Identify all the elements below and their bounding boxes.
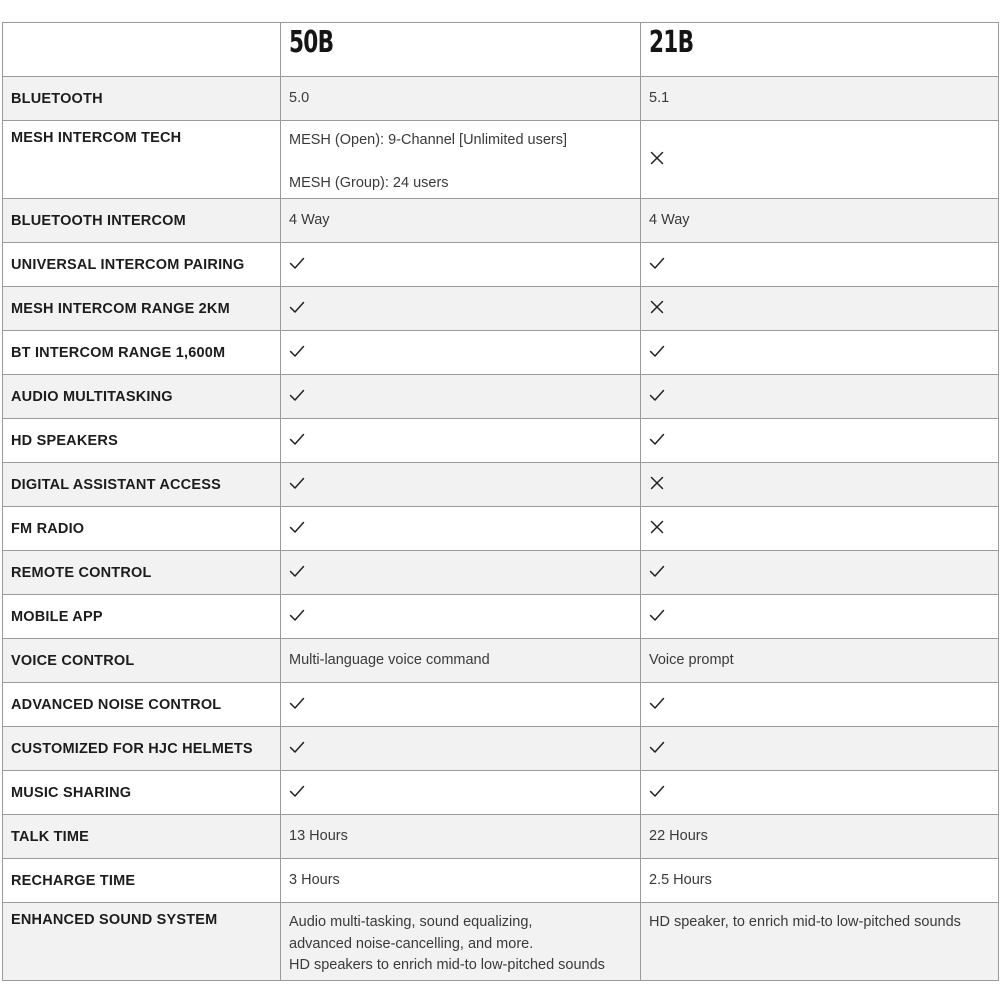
21b-value-cell <box>641 903 999 981</box>
check-icon <box>289 783 305 799</box>
50b-value-cell <box>281 419 641 463</box>
21b-value-cell <box>641 77 999 121</box>
check-icon <box>649 607 665 623</box>
50b-value-cell <box>281 683 641 727</box>
feature-label-enhanced-sound-system: ENHANCED SOUND SYSTEM <box>3 903 281 981</box>
21b-value-cell <box>641 771 999 815</box>
21b-value-cell <box>641 375 999 419</box>
check-icon <box>289 519 305 535</box>
feature-label-voice-control: VOICE CONTROL <box>3 639 281 683</box>
feature-label-bt-intercom-range-1-600m: BT INTERCOM RANGE 1,600M <box>3 331 281 375</box>
check-icon <box>289 255 305 271</box>
feature-label-bluetooth: BLUETOOTH <box>3 77 281 121</box>
21b-value-cell <box>641 463 999 507</box>
50b-value-cell <box>281 595 641 639</box>
cell-text: MESH (Group): 24 users <box>289 174 449 191</box>
21b-value-cell <box>641 419 999 463</box>
check-icon <box>289 563 305 579</box>
50b-value-cell <box>281 815 641 859</box>
check-icon <box>649 387 665 403</box>
21b-value-cell <box>641 815 999 859</box>
feature-label-mobile-app: MOBILE APP <box>3 595 281 639</box>
cross-icon <box>649 475 665 491</box>
table-row <box>3 683 999 727</box>
50b-value-cell <box>281 243 641 287</box>
table-row <box>3 463 999 507</box>
cell-text: Multi-language voice command <box>289 651 490 668</box>
check-icon <box>649 431 665 447</box>
cross-icon <box>649 519 665 535</box>
feature-label-advanced-noise-control: ADVANCED NOISE CONTROL <box>3 683 281 727</box>
feature-label-bluetooth-intercom: BLUETOOTH INTERCOM <box>3 199 281 243</box>
check-icon <box>649 563 665 579</box>
table-row <box>3 771 999 815</box>
feature-label-universal-intercom-pairing: UNIVERSAL INTERCOM PAIRING <box>3 243 281 287</box>
table-row <box>3 551 999 595</box>
table-row <box>3 639 999 683</box>
table-row <box>3 199 999 243</box>
table-row <box>3 331 999 375</box>
table-row <box>3 121 999 199</box>
cell-text: 13 Hours <box>289 827 348 844</box>
feature-label-hd-speakers: HD SPEAKERS <box>3 419 281 463</box>
21b-value-cell <box>641 551 999 595</box>
cross-icon <box>649 299 665 315</box>
cross-icon <box>649 150 665 166</box>
21b-value-cell <box>641 121 999 199</box>
feature-label-customized-for-hjc-helmets: CUSTOMIZED FOR HJC HELMETS <box>3 727 281 771</box>
cell-text: 5.1 <box>649 89 670 106</box>
50b-value-cell <box>281 859 641 903</box>
feature-label-fm-radio: FM RADIO <box>3 507 281 551</box>
comparison-table-container <box>2 22 999 981</box>
21b-value-cell <box>641 507 999 551</box>
cell-text: 4 Way <box>649 211 690 228</box>
table-row <box>3 419 999 463</box>
comparison-table <box>2 22 999 981</box>
check-icon <box>289 343 305 359</box>
check-icon <box>649 255 665 271</box>
cell-text: 3 Hours <box>289 871 340 888</box>
check-icon <box>289 387 305 403</box>
cell-text: MESH (Open): 9-Channel [Unlimited users] <box>289 132 568 148</box>
cell-text: 4 Way <box>289 211 330 228</box>
table-row <box>3 595 999 639</box>
21b-value-cell <box>641 639 999 683</box>
21b-value-cell <box>641 683 999 727</box>
table-row <box>3 507 999 551</box>
check-icon <box>649 343 665 359</box>
cell-text: advanced noise-cancelling, and more. <box>289 935 534 952</box>
feature-label-mesh-intercom-range-2km: MESH INTERCOM RANGE 2KM <box>3 287 281 331</box>
cell-text: Voice prompt <box>649 651 734 668</box>
check-icon <box>649 695 665 711</box>
50b-value-cell <box>281 287 641 331</box>
table-row <box>3 727 999 771</box>
50b-value-cell <box>281 121 641 199</box>
check-icon <box>289 431 305 447</box>
feature-label-audio-multitasking: AUDIO MULTITASKING <box>3 375 281 419</box>
feature-label-music-sharing: MUSIC SHARING <box>3 771 281 815</box>
check-icon <box>289 299 305 315</box>
21b-value-cell <box>641 331 999 375</box>
table-body <box>3 77 999 981</box>
table-row <box>3 287 999 331</box>
cell-text: HD speakers to enrich mid-to low-pitched sounds <box>289 957 605 973</box>
table-row <box>3 375 999 419</box>
cell-text: 22 Hours <box>649 827 708 844</box>
header-50b: 50B <box>281 23 641 77</box>
50b-value-cell <box>281 771 641 815</box>
check-icon <box>289 475 305 491</box>
50b-value-cell <box>281 639 641 683</box>
50b-value-cell <box>281 551 641 595</box>
21b-value-cell <box>641 287 999 331</box>
cell-text: 2.5 Hours <box>649 871 712 888</box>
50b-value-cell <box>281 331 641 375</box>
table-row <box>3 903 999 981</box>
check-icon <box>289 607 305 623</box>
cell-text: Audio multi-tasking, sound equalizing, <box>289 914 533 930</box>
50b-value-cell <box>281 463 641 507</box>
21b-value-cell <box>641 727 999 771</box>
feature-label-talk-time: TALK TIME <box>3 815 281 859</box>
feature-label-mesh-intercom-tech: MESH INTERCOM TECH <box>3 121 281 199</box>
21b-value-cell <box>641 595 999 639</box>
feature-label-digital-assistant-access: DIGITAL ASSISTANT ACCESS <box>3 463 281 507</box>
cell-text: HD speaker, to enrich mid-to low-pitched sounds <box>649 914 961 930</box>
50b-value-cell <box>281 727 641 771</box>
header-feature-column <box>3 23 281 77</box>
check-icon <box>289 739 305 755</box>
21b-value-cell <box>641 243 999 287</box>
header-21b: 21B <box>641 23 999 77</box>
50b-value-cell <box>281 199 641 243</box>
check-icon <box>289 695 305 711</box>
50b-value-cell <box>281 375 641 419</box>
50b-value-cell <box>281 507 641 551</box>
table-row <box>3 815 999 859</box>
cell-text: 5.0 <box>289 89 310 106</box>
21b-value-cell <box>641 859 999 903</box>
feature-label-remote-control: REMOTE CONTROL <box>3 551 281 595</box>
table-row <box>3 243 999 287</box>
check-icon <box>649 783 665 799</box>
50b-value-cell <box>281 77 641 121</box>
check-icon <box>649 739 665 755</box>
header-row <box>3 23 999 77</box>
table-row <box>3 77 999 121</box>
21b-value-cell <box>641 199 999 243</box>
feature-label-recharge-time: RECHARGE TIME <box>3 859 281 903</box>
table-row <box>3 859 999 903</box>
50b-value-cell <box>281 903 641 981</box>
